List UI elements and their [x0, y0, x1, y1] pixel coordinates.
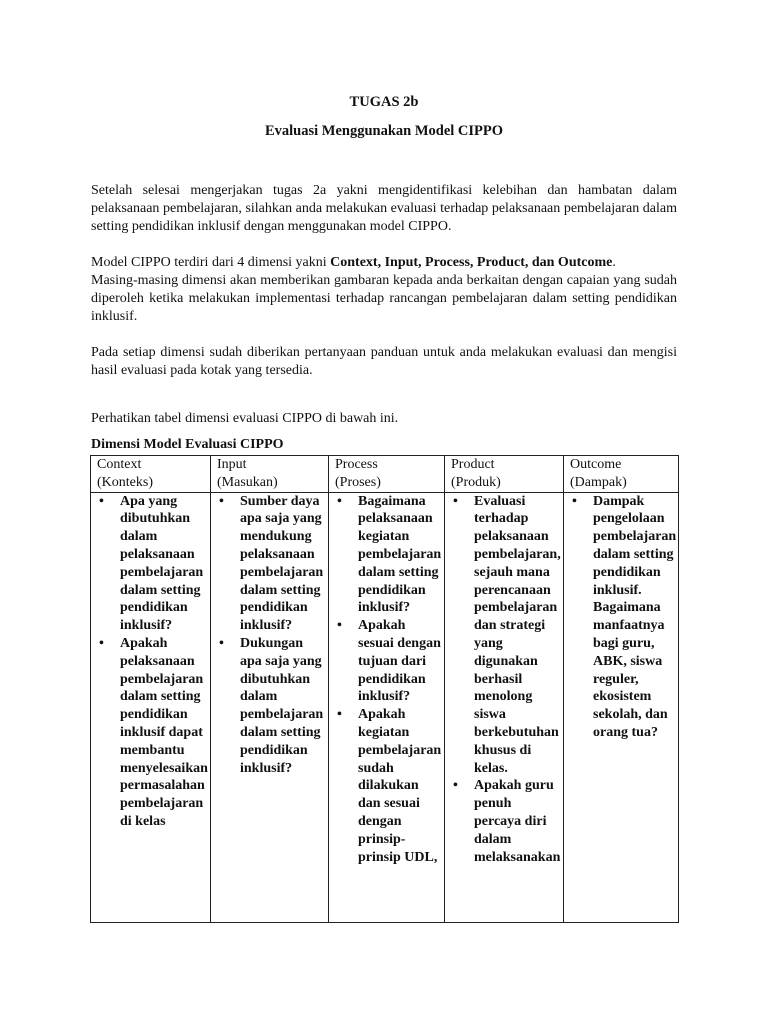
process-question: • Bagaimana pelaksanaan kegiatan pembelajaran dalam setting pendidikan inklusif? [337, 493, 442, 616]
document-subtitle: Evaluasi Menggunakan Model CIPPO [264, 123, 504, 139]
paragraph-cippo-dimensions-bold: Context, Input, Process, Product, dan Outcome [330, 255, 613, 270]
cell-input [211, 492, 329, 922]
header-context [91, 456, 211, 493]
header-process-sublabel: (Proses) [335, 474, 381, 490]
header-product-sublabel: (Produk) [451, 474, 501, 490]
paragraph-cippo-lead: Model CIPPO terdiri dari 4 dimensi yakni [91, 255, 331, 270]
header-product-label: Product [451, 457, 495, 472]
cell-process [329, 492, 445, 922]
outcome-followup-question: Bagaimana manfaatnya bagi guru, ABK, siswa reguler, ekosistem sekolah, dan orang tua? [593, 600, 668, 740]
cell-product [445, 492, 564, 922]
paragraph-cippo-dot: . [612, 255, 616, 270]
header-input [211, 456, 329, 493]
paragraph-intro: Setelah selesai mengerjakan tugas 2a yakni mengidentifikasi kelebihan dan hambatan dalam pelaksanaan pembelajaran, silahkan anda melakukan evaluasi terhadap pelaksanaan pembelajaran dalam setting pendidikan inklusif dengan menggunakan model CIPPO. [91, 183, 677, 234]
header-outcome-sublabel: (Dampak) [570, 474, 627, 490]
input-question: • Sumber daya apa saja yang mendukung pelaksanaan pembelajaran dalam setting pendidikan inklusif? [219, 493, 324, 634]
context-question: • Apa yang dibutuhkan dalam pelaksanaan pembelajaran dalam setting pendidikan inklusif? [99, 493, 204, 634]
header-process [329, 456, 445, 493]
header-product [445, 456, 564, 493]
header-process-label: Process [335, 457, 378, 472]
process-question: • Apakah sesuai dengan tujuan dari pendidikan inklusif? [337, 618, 441, 705]
header-input-label: Input [217, 457, 247, 472]
context-question: • Apakah pelaksanaan pembelajaran dalam setting pendidikan inklusif dapat membantu menyelesaikan permasalahan pembelajaran di kelas [99, 635, 208, 829]
paragraph-guidance: Pada setiap dimensi sudah diberikan pertanyaan panduan untuk anda melakukan evaluasi dan mengisi hasil evaluasi pada kotak yang tersedia. [91, 345, 677, 378]
paragraph-table-intro: Perhatikan tabel dimensi evaluasi CIPPO di bawah ini. [91, 411, 399, 426]
outcome-question: • Dampak pengelolaan pembelajaran dalam setting pendidikan inklusif. [572, 493, 677, 598]
product-question: • Evaluasi terhadap pelaksanaan pembelajaran, sejauh mana perencanaan pembelajaran dan strategi yang digunakan berhasil menolong siswa berkebutuhan khusus di kelas. [453, 493, 561, 776]
cell-context [91, 492, 211, 922]
header-outcome-label: Outcome [570, 457, 622, 472]
table-body-row [91, 492, 679, 922]
header-input-sublabel: (Masukan) [217, 474, 278, 490]
header-outcome [564, 456, 679, 493]
table-header-row [91, 456, 679, 493]
header-context-label: Context [97, 457, 142, 472]
cippo-table [90, 455, 679, 923]
paragraph-cippo-rest: Masing-masing dimensi akan memberikan gambaran kepada anda berkaitan dengan capaian yang sudah diperoleh ketika melakukan implementasi terhadap rancangan pembelajaran dalam setting pendidikan inklusif. [91, 273, 677, 324]
cell-outcome [564, 492, 679, 922]
table-caption: Dimensi Model Evaluasi CIPPO [91, 437, 284, 452]
process-question: • Apakah kegiatan pembelajaran sudah dilakukan dan sesuai dengan prinsip-prinsip UDL, [337, 707, 442, 865]
product-question: • Apakah guru penuh percaya diri dalam melaksanakan [453, 778, 561, 865]
document-title: TUGAS 2b [349, 94, 419, 110]
paragraph-cippo-dimensions [91, 254, 677, 326]
header-context-sublabel: (Konteks) [97, 474, 153, 490]
input-question: • Dukungan apa saja yang dibutuhkan dalam pembelajaran dalam setting pendidikan inklusif? [219, 635, 324, 776]
